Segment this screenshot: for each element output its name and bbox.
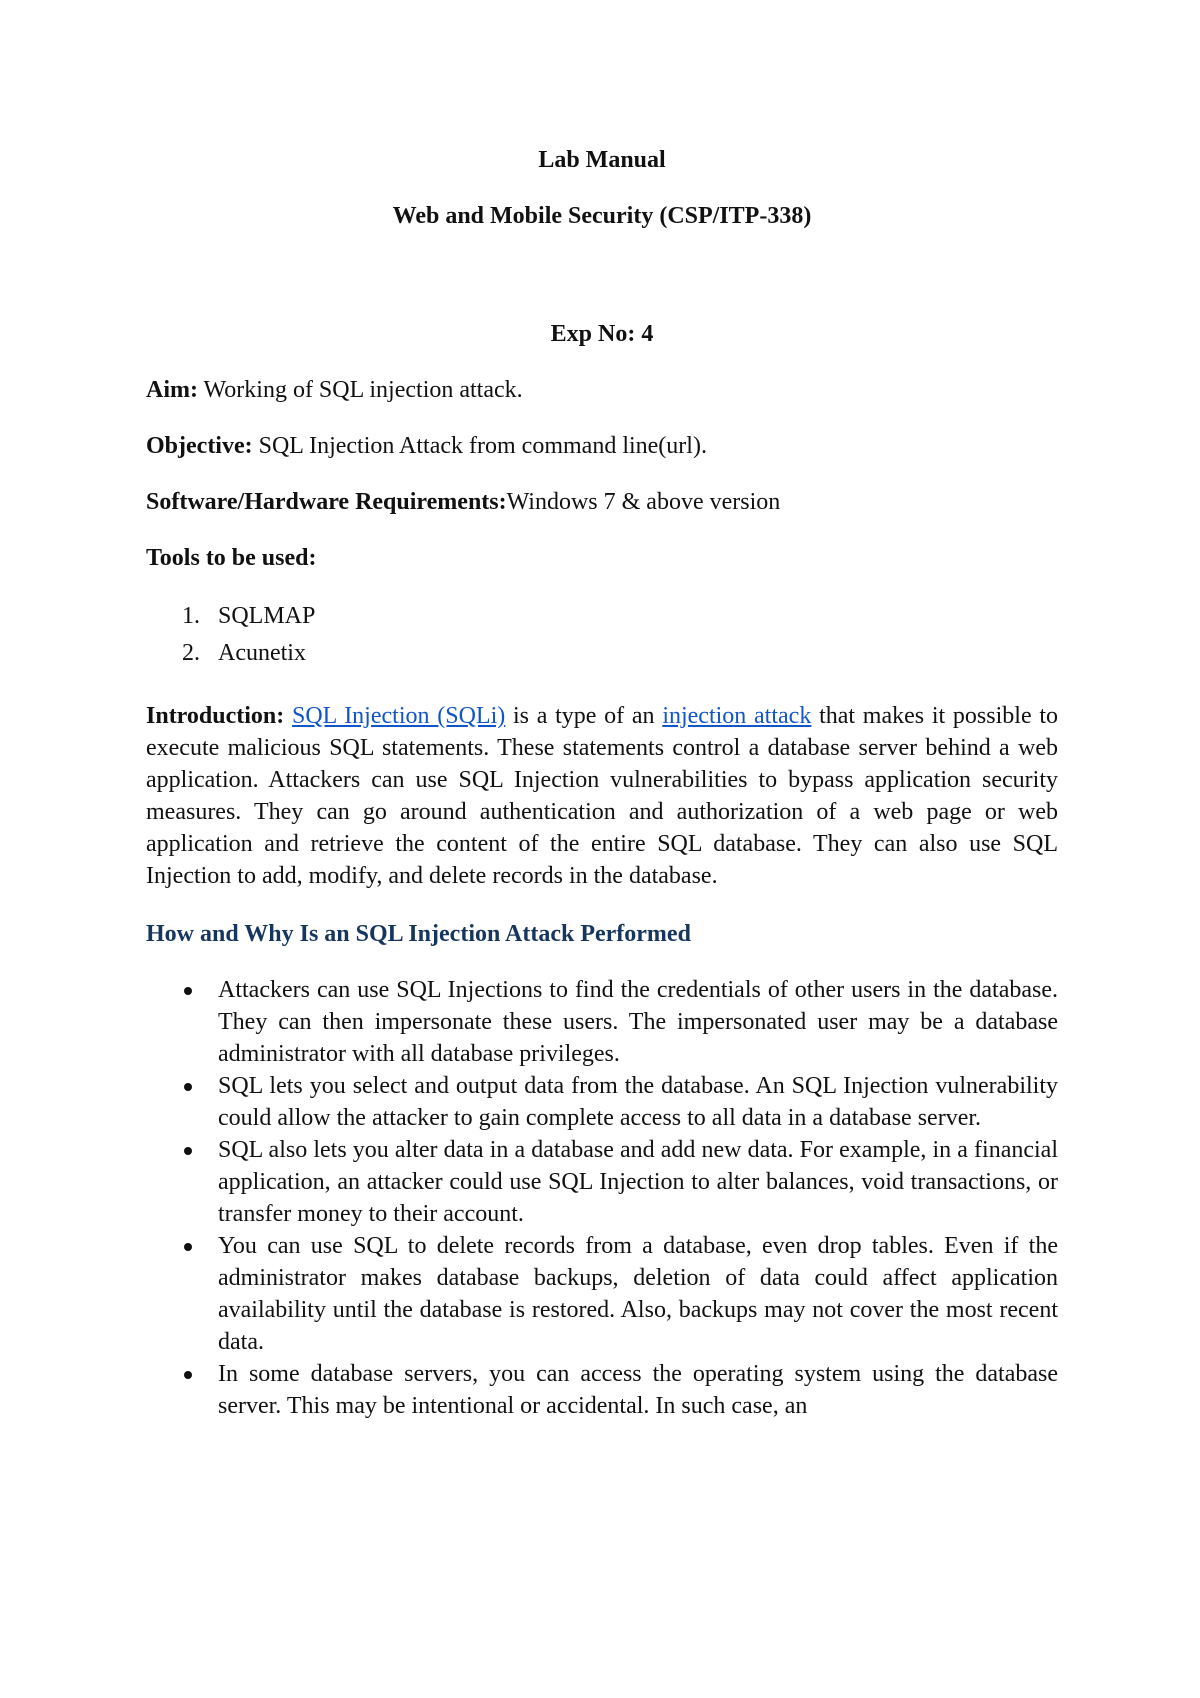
objective-label: Objective:: [146, 433, 253, 459]
experiment-number: Exp No: 4: [550, 321, 654, 347]
introduction-paragraph: [146, 700, 1058, 892]
manual-title: Lab Manual: [538, 147, 666, 173]
aim-line: [146, 374, 1058, 406]
aim-value: Working of SQL injection attack.: [197, 377, 523, 403]
document-content: [146, 144, 1058, 1422]
introduction-text-2: that makes it possible to execute malicious SQL statements. These statements control a database server behind a web application. Attackers can use SQL Injection vulnerabilities to bypass application security measures. They can go around authentication and authorization of a web page or web application and retrieve the content of the entire SQL database. They can also use SQL Injection to add, modify, and delete records in the database.: [146, 703, 1059, 889]
requirements-label: Software/Hardware Requirements:: [146, 489, 507, 515]
section-heading: How and Why Is an SQL Injection Attack Performed: [146, 921, 691, 947]
injection-attack-link[interactable]: injection attack: [662, 703, 812, 729]
tools-list: [146, 598, 1058, 672]
list-item: [146, 1230, 1058, 1358]
bullet-text: SQL also lets you alter data in a database and add new data. For example, in a financial application, an attacker could use SQL Injection to alter balances, void transactions, or transfer money to their account.: [218, 1137, 1058, 1227]
list-item: [146, 974, 1058, 1070]
tool-name: Acunetix: [218, 640, 306, 666]
bullet-icon: [184, 1243, 192, 1251]
bullet-icon: [184, 1083, 192, 1091]
bullet-icon: [184, 987, 192, 995]
course-title: Web and Mobile Security (CSP/ITP-338): [392, 203, 812, 229]
bullet-icon: [184, 1371, 192, 1379]
list-item: [146, 1134, 1058, 1230]
aim-label: Aim:: [146, 377, 198, 403]
list-number: 2.: [182, 640, 200, 666]
sqli-link[interactable]: SQL Injection (SQLi): [292, 703, 506, 729]
bullet-text: SQL lets you select and output data from the database. An SQL Injection vulnerability could allow the attacker to gain complete access to all data in a database server.: [218, 1073, 1058, 1131]
bullet-text: In some database servers, you can access the operating system using the database server. This may be intentional or accidental. In such case, an: [218, 1361, 1058, 1419]
requirements-line: [146, 486, 1058, 518]
list-item: [146, 598, 1058, 635]
list-item: [146, 1358, 1058, 1422]
bullet-text: Attackers can use SQL Injections to find the credentials of other users in the database. They can then impersonate these users. The impersonated user may be a database administrator with all database privileges.: [218, 977, 1058, 1067]
list-item: [146, 635, 1058, 672]
bullet-list: [146, 974, 1058, 1422]
bullet-icon: [184, 1147, 192, 1155]
requirements-value: Windows 7 & above version: [506, 489, 781, 515]
objective-value: SQL Injection Attack from command line(url).: [252, 433, 707, 459]
list-number: 1.: [182, 603, 200, 629]
bullet-text: You can use SQL to delete records from a database, even drop tables. Even if the administrator makes database backups, deletion of data could affect application availability until the database is restored. Also, backups may not cover the most recent data.: [218, 1233, 1058, 1355]
tool-name: SQLMAP: [218, 603, 316, 629]
tools-heading: Tools to be used:: [146, 545, 317, 571]
introduction-text-1: is a type of an: [505, 703, 663, 729]
objective-line: [146, 430, 1058, 462]
introduction-label: Introduction:: [146, 703, 285, 729]
list-item: [146, 1070, 1058, 1134]
